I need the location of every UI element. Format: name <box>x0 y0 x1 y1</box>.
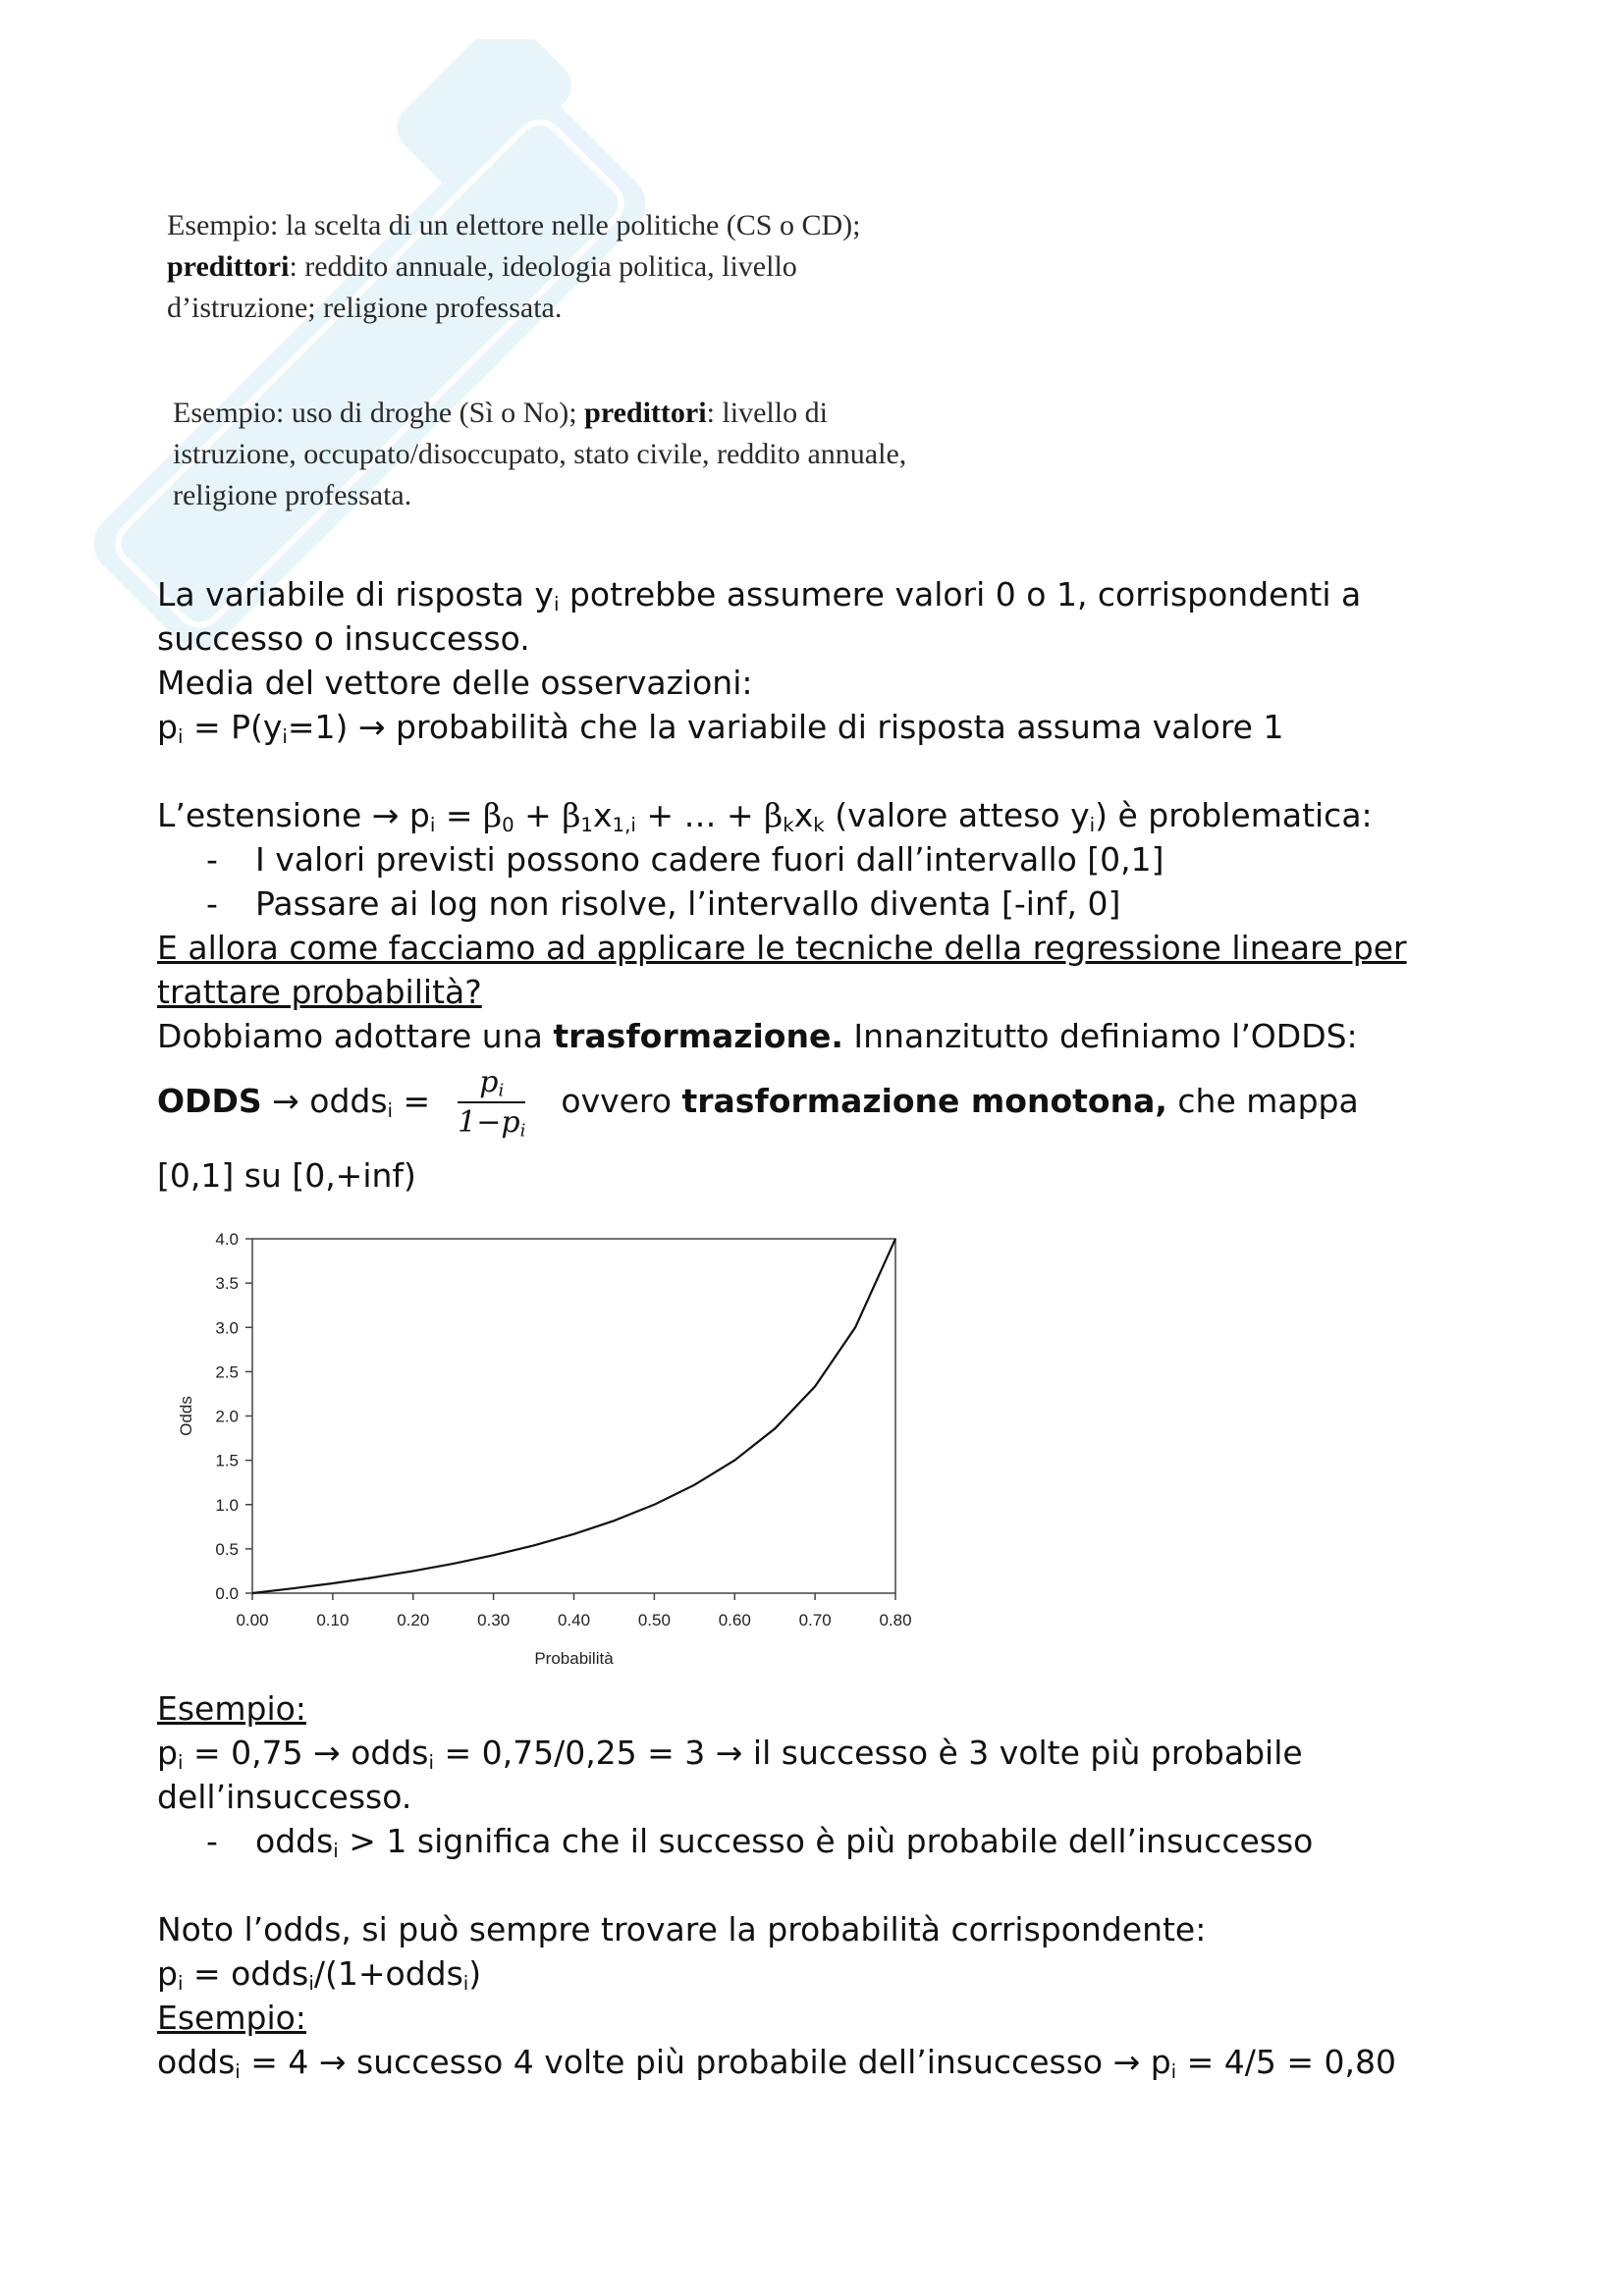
odds-chart <box>157 1217 943 1679</box>
odds-definition: ODDS → odds$_i$ = $\frac{p_i}{1-p_i}$ ovvero trasformazione monotona, che mappa <box>157 1064 1359 1141</box>
para1-line4: $p_i = P(y_i=1)$ → probabilità che la variabile di risposta assuma valore 1 <box>157 708 1284 748</box>
y-tick-label: 1.5 <box>215 1451 239 1470</box>
question-line2: trattare probabilità? <box>157 973 482 1011</box>
x-tick-label: 0.70 <box>798 1611 832 1629</box>
inverse-line2: $p_i$ = odds$_i$/(1+odds$_i$) <box>157 1954 482 1995</box>
para1-line2: successo o insuccesso. <box>157 619 530 658</box>
example1-bullet: - odds$_i$ > 1 significa che il successo è più probabile dell’insuccesso <box>206 1822 1314 1862</box>
watermark-logo <box>0 39 746 648</box>
para1-line3: Media del vettore delle osservazioni: <box>157 664 753 702</box>
y-tick-label: 3.5 <box>215 1274 239 1294</box>
odds-definition-line2: [0,1] su [0,+inf) <box>157 1156 416 1195</box>
plot-area-frame <box>252 1239 895 1593</box>
extension-line: L’estensione → $p_i = \beta_0 + \beta_1x_{1,i}$ + … + $\beta_kx_k$ (valore atteso $y_i$) è problematica: <box>157 796 1373 836</box>
odds-fraction: $\frac{p_i}{1-p_i}$ <box>458 1064 526 1141</box>
x-tick-label: 0.10 <box>316 1611 350 1629</box>
x-axis-label: Probabilità <box>534 1649 614 1668</box>
example1-line2: dell’insuccesso. <box>157 1778 412 1816</box>
scan-ex2-line2: istruzione, occupato/disoccupato, stato civile, reddito annuale, <box>173 438 907 470</box>
y-tick-label: 4.0 <box>215 1230 239 1249</box>
extension-bullet-2: - Passare ai log non risolve, l’intervallo diventa [-inf, 0] <box>206 884 1121 923</box>
scan-ex1-line1: Esempio: la scelta di un elettore nelle politiche (CS o CD); <box>167 209 861 241</box>
inverse-example-line: odds$_i$ = 4 → successo 4 volte più probabile dell’insuccesso → $p_i = 4/5 = 0,80$ <box>157 2043 1397 2083</box>
y-tick-label: 2.0 <box>215 1407 239 1426</box>
y-axis-label: Odds <box>177 1396 195 1436</box>
inverse-line1: Noto l’odds, si può sempre trovare la probabilità corrispondente: <box>157 1910 1207 1949</box>
y-tick-label: 3.0 <box>215 1318 239 1338</box>
scan-ex1-bold: predittori <box>167 250 290 283</box>
x-tick-label: 0.00 <box>236 1611 269 1629</box>
y-tick-label: 0.5 <box>215 1539 239 1559</box>
scan-ex2-line1: Esempio: uso di droghe (Sì o No); <box>173 397 577 429</box>
x-tick-label: 0.50 <box>637 1611 671 1629</box>
transform-line: Dobbiamo adottare una trasformazione. Innanzitutto definiamo l’ODDS: <box>157 1017 1358 1055</box>
scan-ex2-rest: : livello di <box>706 397 828 429</box>
inverse-example-title: Esempio: <box>157 1999 306 2037</box>
scan-ex1-line3: d’istruzione; religione professata. <box>167 292 563 324</box>
scan-ex2-bold: predittori <box>584 397 707 429</box>
y-tick-label: 2.5 <box>215 1362 239 1382</box>
odds-curve-line <box>252 1239 895 1593</box>
y-tick-label: 0.0 <box>215 1584 239 1603</box>
para1-line1: La variabile di risposta $y_i$ potrebbe assumere valori 0 o 1, corrispondenti a <box>157 575 1362 615</box>
example1-line1: $p_i = 0,75$ → odds$_i$ = 0,75/0,25 = 3 → il successo è 3 volte più probabile <box>157 1734 1303 1774</box>
extension-bullet-1: - I valori previsti possono cadere fuori dall’intervallo [0,1] <box>206 840 1164 879</box>
x-tick-label: 0.20 <box>397 1611 430 1629</box>
scan-example-2 <box>173 393 1056 516</box>
y-tick-label: 1.0 <box>215 1495 239 1515</box>
x-tick-label: 0.80 <box>879 1611 912 1629</box>
example1-title: Esempio: <box>157 1689 306 1728</box>
scan-ex2-line3: religione professata. <box>173 479 412 511</box>
x-tick-label: 0.40 <box>557 1611 591 1629</box>
scan-example-1 <box>167 205 1051 329</box>
scan-ex1-rest: : reddito annuale, ideologia politica, livello <box>289 250 797 283</box>
question-line1: E allora come facciamo ad applicare le tecniche della regressione lineare per <box>157 929 1407 967</box>
x-tick-label: 0.60 <box>718 1611 751 1629</box>
x-tick-label: 0.30 <box>477 1611 511 1629</box>
